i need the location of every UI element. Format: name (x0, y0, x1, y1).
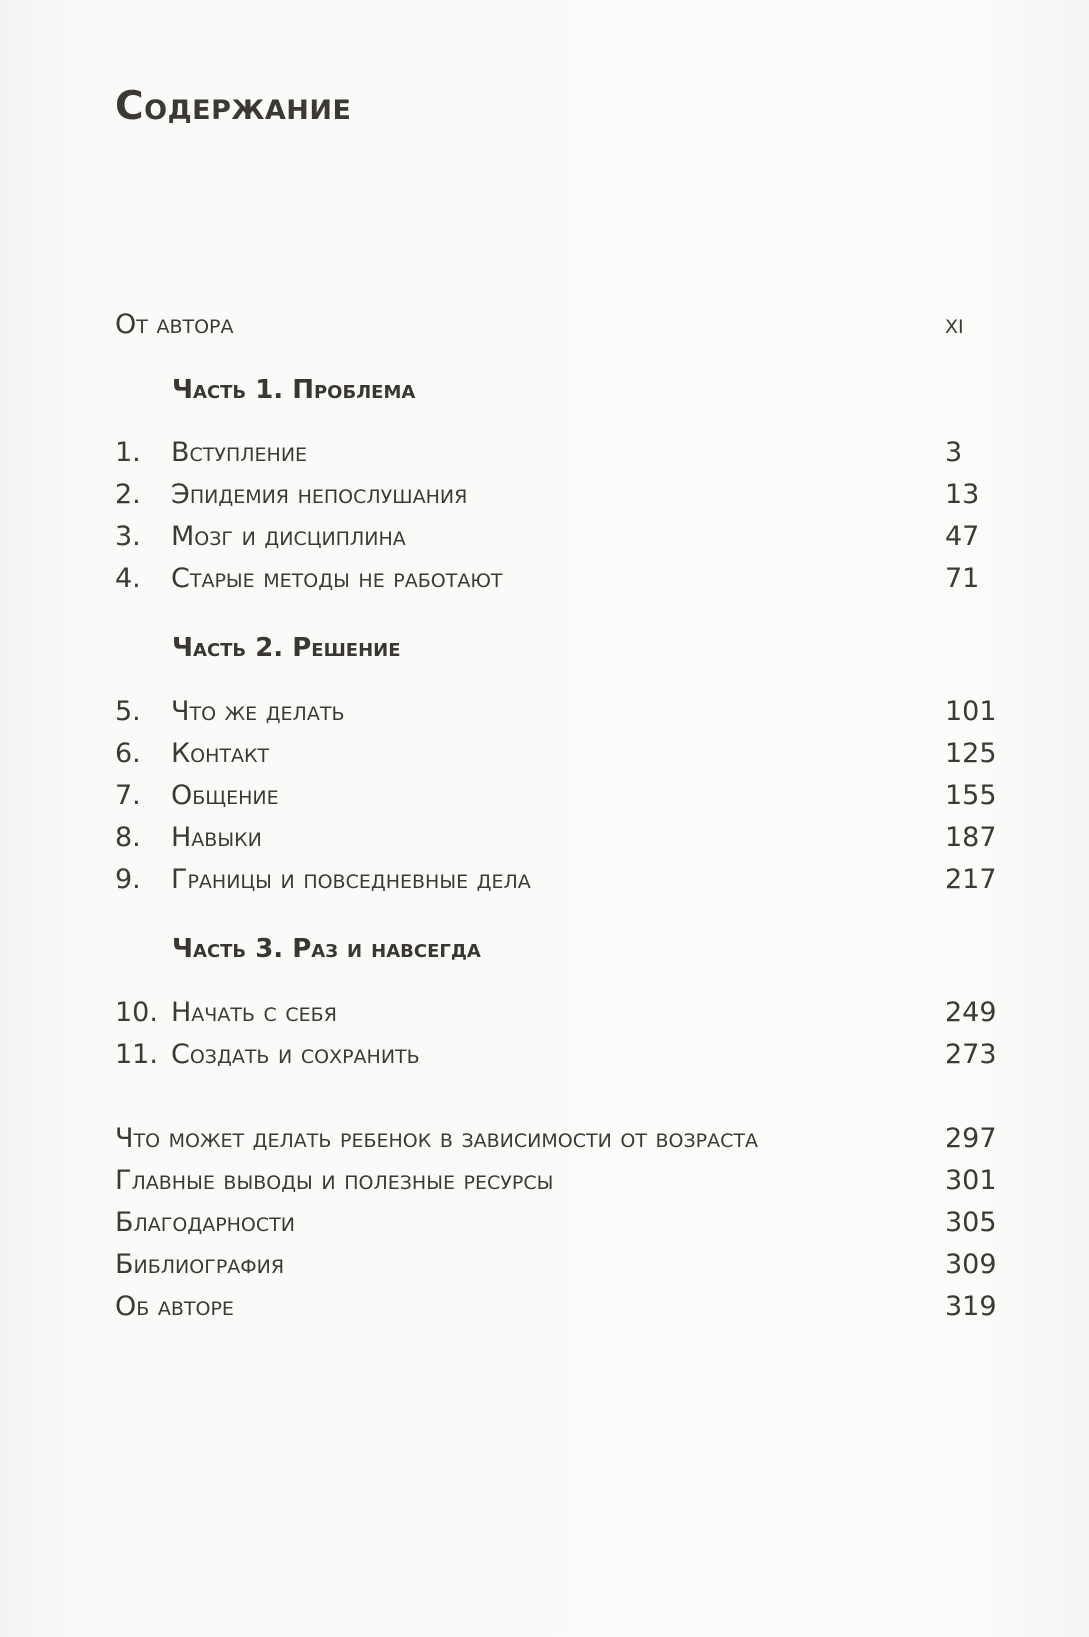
toc-page-number: 217 (945, 864, 997, 895)
toc-entry-label: Старые методы не работают (171, 563, 503, 594)
toc-page-number: 155 (945, 780, 997, 811)
toc-page-number: 101 (945, 696, 997, 727)
toc-entry-label: Начать с себя (171, 997, 337, 1028)
toc-entry-chapter[interactable] (115, 559, 995, 599)
toc-page-number: 305 (945, 1207, 997, 1238)
toc-entry-appendix[interactable] (115, 1203, 995, 1243)
toc-page-number: 273 (945, 1039, 997, 1070)
chapter-number: 3. (115, 521, 141, 552)
chapter-number: 8. (115, 822, 141, 853)
chapter-number: 6. (115, 738, 141, 769)
chapter-number: 1. (115, 437, 141, 468)
toc-entry-label: Мозг и дисциплина (171, 521, 406, 552)
chapter-number: 11. (115, 1039, 158, 1070)
toc-page-number: 301 (945, 1165, 997, 1196)
toc-page-number: xi (945, 309, 964, 340)
toc-page-number: 13 (945, 479, 980, 510)
page-title: Содержание (115, 84, 352, 129)
toc-entry-appendix[interactable] (115, 1161, 995, 1201)
chapter-number: 9. (115, 864, 141, 895)
toc-entry-intro[interactable] (115, 305, 995, 345)
toc-entry-chapter[interactable] (115, 1035, 995, 1075)
toc-entry-label: Главные выводы и полезные ресурсы (115, 1165, 554, 1196)
toc-entry-appendix[interactable] (115, 1245, 995, 1285)
toc-entry-chapter[interactable] (115, 734, 995, 774)
chapter-number: 7. (115, 780, 141, 811)
part-heading-3: Часть 3. Раз и навсегда (172, 934, 481, 964)
toc-page-number: 47 (945, 521, 980, 552)
toc-entry-label: Что может делать ребенок в зависимости от возраста (115, 1123, 759, 1154)
toc-entry-appendix[interactable] (115, 1287, 995, 1327)
toc-page-number: 3 (945, 437, 963, 468)
toc-page-number: 309 (945, 1249, 997, 1280)
toc-entry-label: От автора (115, 309, 234, 340)
toc-page-number: 187 (945, 822, 997, 853)
toc-entry-chapter[interactable] (115, 475, 995, 515)
toc-entry-chapter[interactable] (115, 776, 995, 816)
part-heading-1: Часть 1. Проблема (172, 375, 416, 405)
chapter-number: 5. (115, 696, 141, 727)
toc-page-number: 297 (945, 1123, 997, 1154)
toc-entry-chapter[interactable] (115, 993, 995, 1033)
toc-entry-label: Навыки (171, 822, 262, 853)
toc-entry-chapter[interactable] (115, 517, 995, 557)
chapter-number: 4. (115, 563, 141, 594)
toc-entry-label: Что же делать (171, 696, 345, 727)
toc-entry-label: Благодарности (115, 1207, 295, 1238)
chapter-number: 2. (115, 479, 141, 510)
toc-page-number: 319 (945, 1291, 997, 1322)
toc-entry-label: Библиография (115, 1249, 285, 1280)
part-heading-2: Часть 2. Решение (172, 633, 401, 663)
toc-entry-label: Вступление (171, 437, 308, 468)
toc-entry-label: Границы и повседневные дела (171, 864, 531, 895)
toc-entry-chapter[interactable] (115, 692, 995, 732)
toc-entry-label: Создать и сохранить (171, 1039, 420, 1070)
toc-entry-label: Общение (171, 780, 279, 811)
toc-entry-label: Контакт (171, 738, 270, 769)
toc-entry-label: Эпидемия непослушания (171, 479, 468, 510)
toc-entry-label: Об авторе (115, 1291, 234, 1322)
chapter-number: 10. (115, 997, 158, 1028)
toc-page-number: 249 (945, 997, 997, 1028)
toc-entry-chapter[interactable] (115, 433, 995, 473)
toc-entry-chapter[interactable] (115, 818, 995, 858)
toc-entry-appendix[interactable] (115, 1119, 995, 1159)
toc-page-number: 71 (945, 563, 980, 594)
toc-page-number: 125 (945, 738, 997, 769)
toc-entry-chapter[interactable] (115, 860, 995, 900)
